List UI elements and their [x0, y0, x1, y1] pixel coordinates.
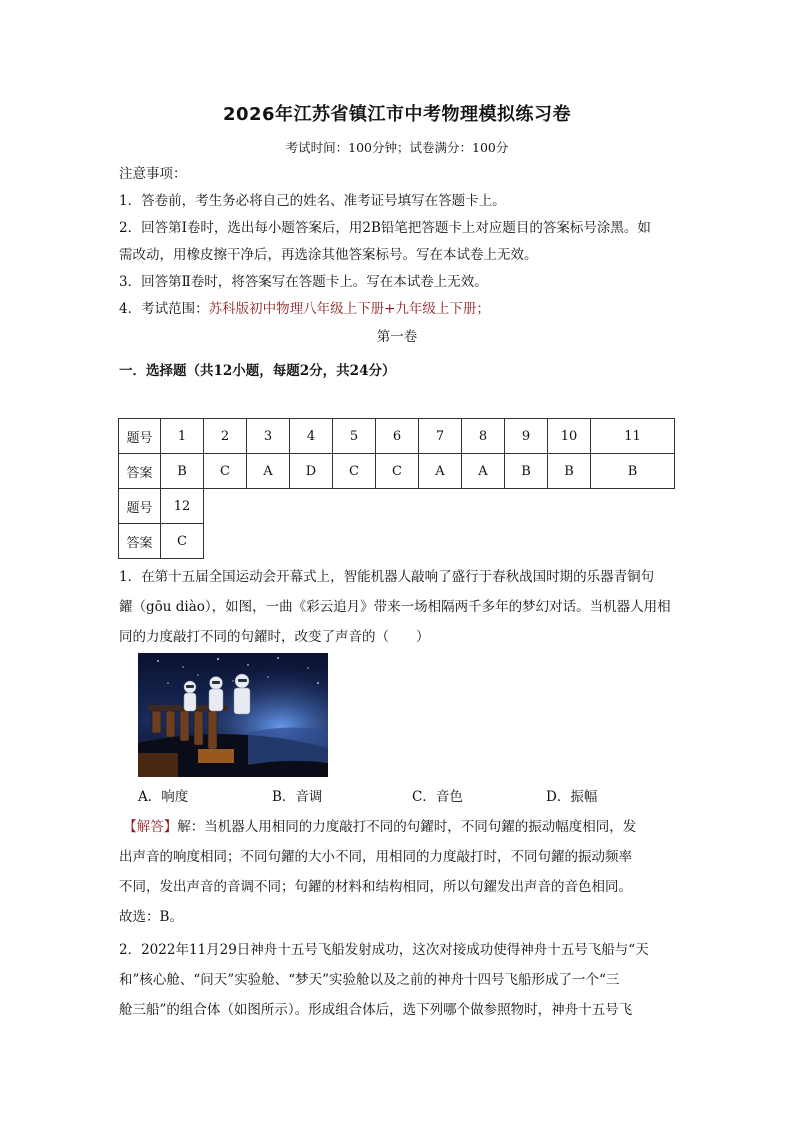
analysis-text: 解：当机器人用相同的力度敲打不同的句鑃时，不同句鑃的振动幅度相同，发: [177, 819, 637, 835]
number-cell: 7: [419, 419, 462, 454]
answer-cell: C: [376, 454, 419, 489]
answer-table: [118, 418, 675, 559]
table-row: [119, 454, 675, 489]
row-label-number: 题号: [119, 419, 161, 454]
answer-cell: A: [419, 454, 462, 489]
robot-percussion-illustration: [138, 653, 328, 777]
answer-cell: C: [204, 454, 247, 489]
question-line: 和”核心舱、“问天”实验舱、“梦天”实验舱以及之前的神舟十四号飞船形成了一个“三: [119, 972, 620, 988]
number-cell: 8: [462, 419, 505, 454]
note-item-1: 1．答卷前，考生务必将自己的姓名、准考证号填写在答题卡上。: [119, 193, 506, 209]
notes-heading: 注意事项：: [119, 166, 187, 182]
robot-percussion-photo: [138, 653, 328, 777]
number-cell: 6: [376, 419, 419, 454]
answer-cell: C: [333, 454, 376, 489]
option-b: B．音调: [272, 789, 323, 805]
analysis-line: 出声音的响度相同；不同句鑃的大小不同，用相同的力度敲打时，不同句鑃的振动频率: [119, 849, 632, 865]
answer-cell: B: [505, 454, 548, 489]
question-line: 1．在第十五届全国运动会开幕式上，智能机器人敲响了盛行于春秋战国时期的乐器青铜句: [119, 569, 655, 585]
analysis-line: 不同，发出声音的音调不同；句鑃的材料和结构相同，所以句鑃发出声音的音色相同。: [119, 879, 632, 895]
number-cell: 12: [161, 489, 204, 524]
question-line: 同的力度敲打不同的句鑃时，改变了声音的（ ）: [119, 629, 430, 645]
number-cell: 2: [204, 419, 247, 454]
row-label-answer: 答案: [119, 524, 161, 559]
row-label-number: 题号: [119, 489, 161, 524]
number-cell: 10: [548, 419, 591, 454]
option-d: D．振幅: [546, 789, 598, 805]
number-cell: 9: [505, 419, 548, 454]
scope-label: 4．考试范围：: [119, 301, 209, 317]
note-item-2-cont: 需改动，用橡皮擦干净后，再选涂其他答案标号。写在本试卷上无效。: [119, 247, 538, 263]
answer-cell: B: [591, 454, 675, 489]
number-cell: 1: [161, 419, 204, 454]
note-item-3: 3．回答第Ⅱ卷时，将答案写在答题卡上。写在本试卷上无效。: [119, 274, 488, 290]
number-cell: 11: [591, 419, 675, 454]
table-row: [119, 489, 675, 524]
number-cell: 5: [333, 419, 376, 454]
note-item-4: [119, 299, 679, 319]
number-cell: 4: [290, 419, 333, 454]
answer-cell: C: [161, 524, 204, 559]
analysis-line: [119, 812, 679, 842]
analysis-tag: 【解答】: [123, 819, 178, 835]
answer-cell: B: [161, 454, 204, 489]
number-cell: 3: [247, 419, 290, 454]
scope-value: 苏科版初中物理八年级上下册+九年级上下册；: [208, 301, 490, 317]
table-row: [119, 524, 675, 559]
part-heading: 一．选择题（共12小题，每题2分，共24分）: [119, 363, 396, 379]
answer-cell: D: [290, 454, 333, 489]
option-c: C．音色: [412, 789, 463, 805]
note-item-2: 2．回答第Ⅰ卷时，选出每小题答案后，用2B铅笔把答题卡上对应题目的答案标号涂黑。如: [119, 220, 651, 236]
answer-cell: A: [462, 454, 505, 489]
answer-cell: A: [247, 454, 290, 489]
analysis-line: 故选：B。: [119, 909, 183, 925]
exam-subtitle: 考试时间：100分钟；试卷满分：100分: [285, 140, 509, 155]
question-line: 鑃（gōu diào），如图，一曲《彩云追月》带来一场相隔两千多年的梦幻对话。当机器人用相: [119, 599, 671, 615]
volume-heading: 第一卷: [376, 329, 418, 345]
question-1-analysis: [119, 812, 679, 932]
row-label-answer: 答案: [119, 454, 161, 489]
question-line: 舱三船”的组合体（如图所示）。形成组合体后，选下列哪个做参照物时，神舟十五号飞: [119, 1002, 633, 1018]
exam-title: 2026年江苏省镇江市中考物理模拟练习卷: [222, 104, 572, 125]
question-2-stem: [119, 935, 679, 1025]
table-row: [119, 419, 675, 454]
option-a: A．响度: [138, 789, 189, 805]
question-line: 2．2022年11月29日神舟十五号飞船发射成功，这次对接成功使得神舟十五号飞船与“天: [119, 942, 649, 958]
answer-cell: B: [548, 454, 591, 489]
question-1-stem: [119, 562, 679, 652]
